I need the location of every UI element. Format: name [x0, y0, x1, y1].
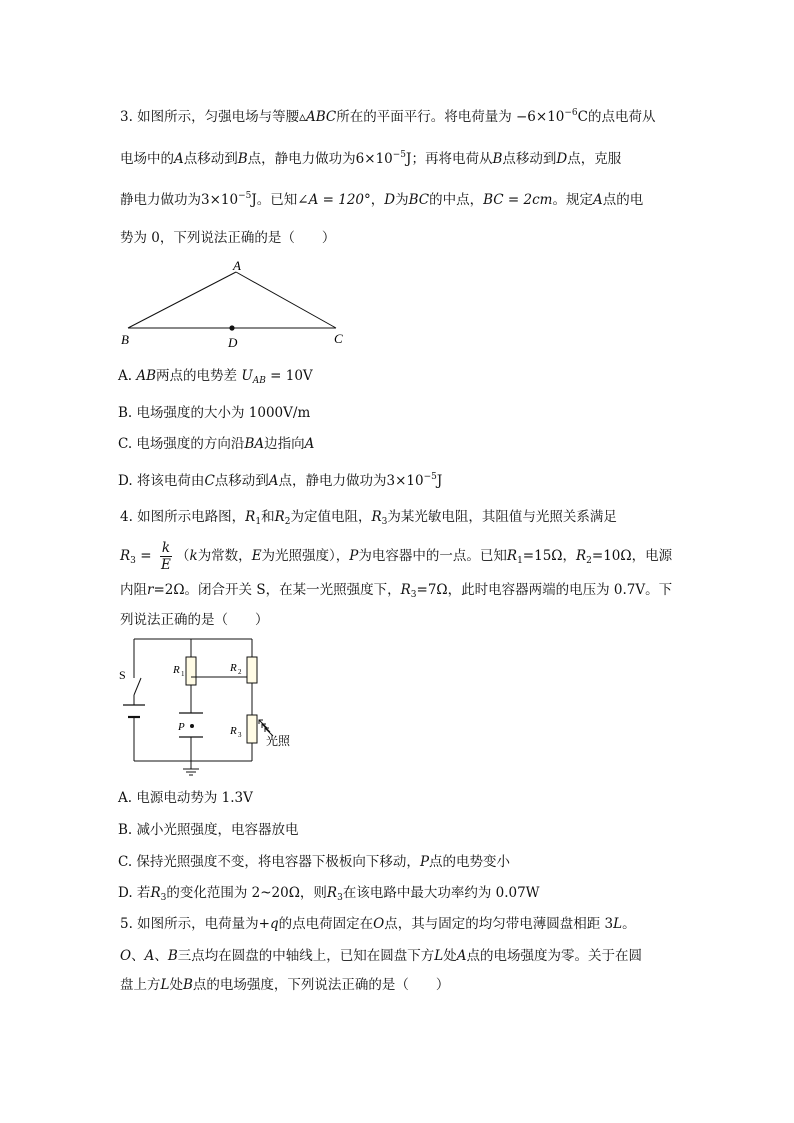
q3-stem-line-4: 势为 0，下列说法正确的是（ ） [120, 230, 336, 246]
text: C. 电场强度的方向沿 [118, 436, 245, 452]
point-label: A [174, 151, 184, 167]
label-p: P [178, 721, 185, 733]
segment-label: BA [244, 436, 265, 452]
text: =15Ω， [522, 548, 576, 564]
point-label: B [492, 151, 503, 167]
side-ac [236, 272, 336, 328]
symbol: E [251, 548, 262, 564]
resistor-symbol: R [575, 548, 587, 564]
unit: J [436, 473, 443, 489]
text: ， [370, 192, 385, 208]
subscript: 3 [160, 893, 167, 903]
text: C. 保持光照强度不变，将电容器下极板向下移动， [118, 854, 420, 870]
point-p-dot [190, 724, 194, 728]
q3-stem-line-1 [120, 107, 656, 127]
subscript: 1 [255, 517, 262, 527]
q4-stem-line-4: 列说法正确的是（ ） [120, 612, 269, 628]
text: 盘上方 [120, 977, 161, 993]
subscript: 3 [130, 556, 136, 566]
label-r3-sub: 3 [238, 731, 242, 739]
exponent: −6 [564, 108, 578, 118]
symbol: L [613, 916, 623, 932]
value: = 10V [270, 368, 313, 384]
symbol: P [419, 854, 430, 870]
resistor-symbol: R [245, 509, 256, 525]
q3-stem-line-2 [120, 149, 621, 169]
text: 为电容器中的一点。已知 [358, 548, 507, 564]
resistor-r3 [247, 715, 257, 743]
text: 内阻 [120, 582, 147, 598]
text: 边指向 [264, 436, 305, 452]
circuit-figure [115, 633, 315, 783]
charge-value: −6×10 [516, 109, 565, 125]
q5-stem-line-2 [120, 946, 642, 966]
point-label: C [204, 473, 215, 489]
label-s: S [119, 668, 126, 682]
point-label: A [592, 192, 603, 208]
q4-option-a: A. 电源电动势为 1.3V [118, 790, 253, 806]
symbol: q [269, 916, 279, 932]
point-label: B [237, 151, 248, 167]
text: 、 [131, 948, 145, 964]
q4-option-c [118, 852, 510, 872]
point-label: B [167, 948, 178, 964]
text: 点的电 [602, 192, 644, 208]
text: 两点的电势差 [156, 368, 238, 384]
text: 处 [169, 977, 183, 993]
side-ba [128, 272, 236, 328]
label-r2: R [230, 662, 237, 674]
q4-stem-line-3 [120, 580, 672, 600]
symbol: L [434, 948, 444, 964]
text: 为常数， [197, 548, 252, 564]
subscript: 2 [586, 556, 592, 566]
text: 。 [622, 916, 636, 932]
text: 点的电势变小 [429, 854, 511, 870]
q4-option-d [118, 883, 540, 903]
text: 处 [443, 948, 457, 964]
text: 点，克服 [567, 151, 622, 167]
q4-stem-line-1 [120, 507, 617, 527]
resistor-r1 [186, 657, 196, 685]
text: 在该电路中最大功率约为 0.07W [342, 885, 540, 901]
symbol: L [160, 977, 170, 993]
point-label: A [144, 948, 155, 964]
switch-blade [134, 678, 141, 695]
resistor-symbol: R [371, 509, 382, 525]
text: D. 将该电荷由 [118, 473, 205, 489]
segment-label: AB [136, 368, 157, 384]
label-light: 光照 [266, 734, 291, 748]
point-label: O [373, 916, 385, 932]
text: 点，静电力做功为 [247, 151, 356, 167]
denominator: E [160, 557, 171, 573]
text: 。规定 [552, 192, 593, 208]
text: =10Ω，电源 [591, 548, 673, 564]
voltage-symbol: U [241, 368, 253, 384]
resistor-symbol: R [326, 885, 338, 901]
text: 点的电场强度为零。关于在圆 [466, 948, 642, 964]
angle-expr: ∠A = 120° [297, 192, 371, 208]
subscript: 1 [517, 556, 523, 566]
text: 点移动到 [183, 151, 238, 167]
text: 三点均在圆盘的中轴线上，已知在圆盘下方 [177, 948, 435, 964]
point-label: O [120, 948, 132, 964]
triangle-figure [115, 255, 355, 355]
q3-stem-line-3 [120, 190, 643, 210]
text: 为某光敏电阻，其阻值与光照关系满足 [387, 509, 617, 525]
text: D. 若 [118, 885, 151, 901]
q5-stem-line-1 [120, 914, 636, 934]
text: 4. 如图所示电路图， [120, 509, 246, 525]
text: 电场中的 [120, 151, 174, 167]
resistor-symbol: R [400, 582, 411, 598]
text: =2Ω。闭合开关 S，在某一光照强度下， [153, 582, 401, 598]
subscript: AB [252, 376, 266, 386]
text: 的变化范围为 2~20Ω，则 [166, 885, 327, 901]
text: 点的电场强度，下列说法正确的是（ ） [192, 977, 450, 993]
text: =7Ω，此时电容器两端的电压为 0.7V。下 [416, 582, 673, 598]
text: 3. 如图所示，匀强电场与等腰 [120, 109, 300, 125]
point-label: D [556, 151, 568, 167]
work-value: 6×10 [355, 151, 393, 167]
text: 为 [395, 192, 409, 208]
q4-option-b: B. 减小光照强度，电容器放电 [118, 822, 299, 838]
work-value: 3×10 [201, 192, 239, 208]
symbol: P [349, 548, 359, 564]
exponent: −5 [238, 191, 252, 201]
text: 和 [261, 509, 275, 525]
label-b: B [121, 332, 129, 347]
label-r3: R [230, 725, 237, 737]
point-label: A [268, 473, 279, 489]
point-label: B [182, 977, 193, 993]
length-expr: BC = 2cm [483, 192, 553, 208]
label-a: A [233, 258, 241, 273]
subscript: 2 [284, 517, 291, 527]
point-label: A [304, 436, 315, 452]
text: 的点电荷固定在 [278, 916, 374, 932]
text: 为定值电阻， [290, 509, 372, 525]
resistor-symbol: R [120, 548, 131, 564]
numerator: k [161, 540, 170, 556]
exponent: −5 [392, 150, 407, 160]
text: J；再将电荷从 [406, 151, 493, 167]
q3-option-a [118, 366, 313, 386]
option-letter: A. [118, 368, 133, 384]
text: 为光照强度）， [261, 548, 350, 564]
equals-sign: = [140, 548, 152, 564]
text: （ [176, 548, 190, 564]
q3-option-c [118, 434, 314, 454]
work-value: 3×10 [386, 473, 424, 489]
subscript: 3 [381, 517, 388, 527]
text: 5. 如图所示，电荷量为+ [120, 916, 270, 932]
point-label: D [384, 192, 396, 208]
label-d: D [228, 335, 238, 350]
label-r1-sub: 1 [181, 670, 185, 678]
resistor-symbol: R [150, 885, 161, 901]
triangle-symbol: ▵ [299, 109, 306, 125]
resistor-symbol: R [274, 509, 285, 525]
text: 点，静电力做功为 [278, 473, 387, 489]
point-label: A [456, 948, 467, 964]
resistor-symbol: R [506, 548, 518, 564]
q3-option-b: B. 电场强度的大小为 1000V/m [118, 405, 311, 421]
text: 点移动到 [214, 473, 269, 489]
symbol: k [189, 548, 198, 564]
resistor-r2 [247, 657, 257, 683]
text: 、 [154, 948, 168, 964]
text: 点移动到 [502, 151, 557, 167]
subscript: 3 [410, 590, 417, 600]
text: 的中点， [429, 192, 484, 208]
label-r2-sub: 2 [238, 668, 242, 676]
text: J。已知 [251, 192, 298, 208]
exponent: −5 [423, 472, 437, 482]
label-c: C [334, 331, 343, 346]
text: 静电力做功为 [120, 192, 201, 208]
ground-icon [183, 769, 199, 775]
subscript: 3 [337, 893, 343, 903]
q5-stem-line-3 [120, 975, 449, 995]
text: 所在的平面平行。将电荷量为 [336, 109, 512, 125]
q3-option-d [118, 471, 442, 491]
text: C的点电荷从 [577, 109, 656, 125]
text: 点，其与固定的均匀带电薄圆盘相距 3 [384, 916, 614, 932]
label-r1: R [173, 664, 180, 676]
q4-stem-line-2 [120, 538, 672, 574]
symbol: r [147, 582, 154, 598]
segment-label: BC [408, 192, 430, 208]
triangle-name: ABC [305, 109, 337, 125]
fraction [160, 540, 172, 573]
point-d-dot [229, 325, 234, 330]
